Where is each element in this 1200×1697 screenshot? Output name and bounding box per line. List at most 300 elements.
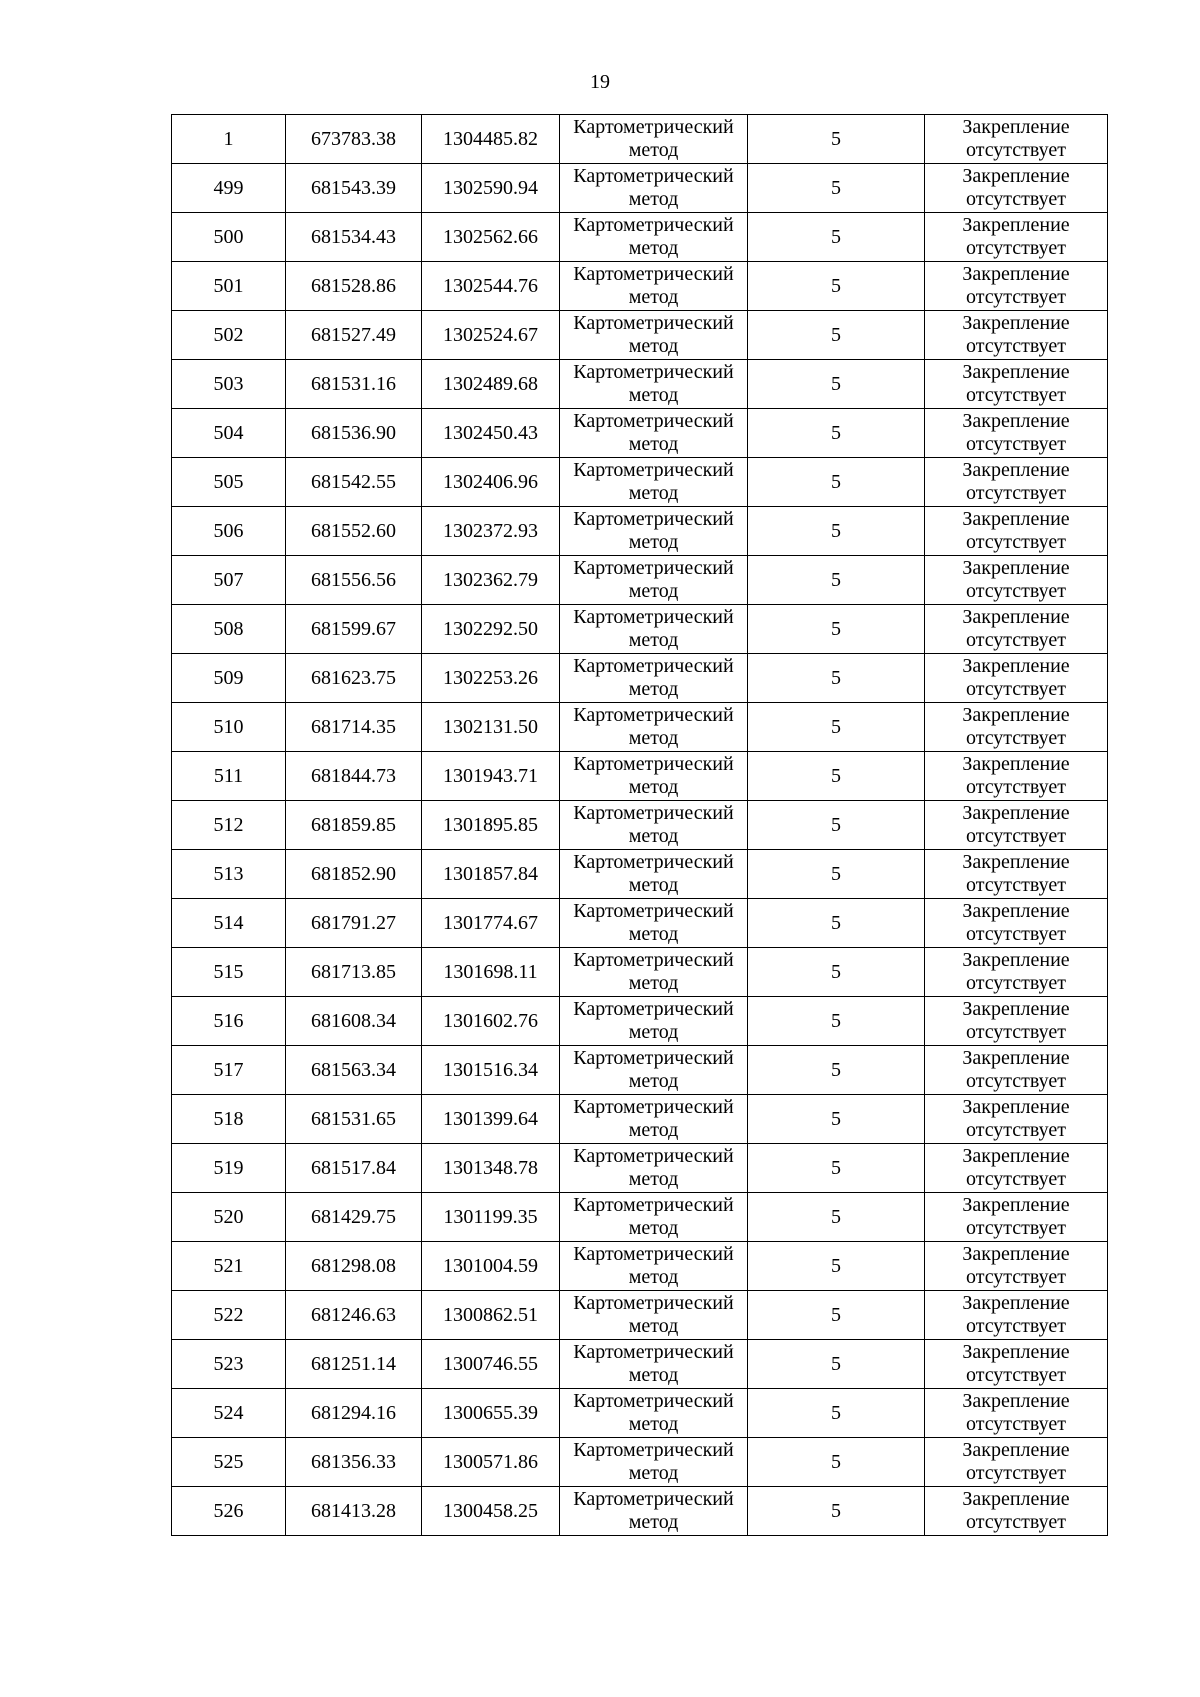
table-row bbox=[172, 997, 1108, 1046]
y-coordinate-cell: 1301602.76 bbox=[422, 997, 560, 1046]
fixation-text: Закрепление bbox=[962, 1341, 1070, 1363]
fixation-cell bbox=[925, 556, 1108, 605]
y-coordinate-cell: 1301004.59 bbox=[422, 1242, 560, 1291]
method-cell bbox=[560, 948, 748, 997]
accuracy-cell: 5 bbox=[748, 409, 925, 458]
y-coordinate-cell: 1301774.67 bbox=[422, 899, 560, 948]
method-text: Картометрический bbox=[573, 1439, 734, 1461]
fixation-text: отсутствует bbox=[965, 1168, 1067, 1190]
y-coordinate-cell: 1302450.43 bbox=[422, 409, 560, 458]
method-text: Картометрический bbox=[573, 606, 734, 628]
x-coordinate-cell: 681852.90 bbox=[286, 850, 422, 899]
table-row bbox=[172, 703, 1108, 752]
fixation-cell bbox=[925, 1242, 1108, 1291]
accuracy-cell: 5 bbox=[748, 213, 925, 262]
method-text: метод bbox=[628, 1413, 679, 1435]
method-cell bbox=[560, 115, 748, 164]
accuracy-cell: 5 bbox=[748, 311, 925, 360]
table-row bbox=[172, 262, 1108, 311]
point-number-cell: 503 bbox=[172, 360, 286, 409]
method-text: Картометрический bbox=[573, 214, 734, 236]
fixation-text: Закрепление bbox=[962, 214, 1070, 236]
method-text: метод bbox=[628, 384, 679, 406]
x-coordinate-cell: 681413.28 bbox=[286, 1487, 422, 1536]
y-coordinate-cell: 1302590.94 bbox=[422, 164, 560, 213]
fixation-text: Закрепление bbox=[962, 1243, 1070, 1265]
accuracy-cell: 5 bbox=[748, 458, 925, 507]
fixation-cell bbox=[925, 115, 1108, 164]
fixation-text: Закрепление bbox=[962, 851, 1070, 873]
method-text: Картометрический bbox=[573, 851, 734, 873]
fixation-text: отсутствует bbox=[965, 776, 1067, 798]
point-number-cell: 512 bbox=[172, 801, 286, 850]
y-coordinate-cell: 1302489.68 bbox=[422, 360, 560, 409]
accuracy-cell: 5 bbox=[748, 507, 925, 556]
accuracy-cell: 5 bbox=[748, 1438, 925, 1487]
point-number-cell: 501 bbox=[172, 262, 286, 311]
fixation-text: отсутствует bbox=[965, 1070, 1067, 1092]
method-cell bbox=[560, 164, 748, 213]
method-text: метод bbox=[628, 1364, 679, 1386]
x-coordinate-cell: 681713.85 bbox=[286, 948, 422, 997]
fixation-text: Закрепление bbox=[962, 165, 1070, 187]
table-row bbox=[172, 311, 1108, 360]
fixation-text: отсутствует bbox=[965, 923, 1067, 945]
table-row bbox=[172, 1487, 1108, 1536]
fixation-text: отсутствует bbox=[965, 531, 1067, 553]
table-row bbox=[172, 948, 1108, 997]
y-coordinate-cell: 1301199.35 bbox=[422, 1193, 560, 1242]
fixation-text: Закрепление bbox=[962, 263, 1070, 285]
method-text: Картометрический bbox=[573, 116, 734, 138]
table-row bbox=[172, 507, 1108, 556]
accuracy-cell: 5 bbox=[748, 1487, 925, 1536]
y-coordinate-cell: 1302544.76 bbox=[422, 262, 560, 311]
accuracy-cell: 5 bbox=[748, 752, 925, 801]
point-number-cell: 509 bbox=[172, 654, 286, 703]
method-text: Картометрический bbox=[573, 1194, 734, 1216]
x-coordinate-cell: 681298.08 bbox=[286, 1242, 422, 1291]
coordinates-table-body bbox=[172, 115, 1108, 1536]
point-number-cell: 510 bbox=[172, 703, 286, 752]
x-coordinate-cell: 681528.86 bbox=[286, 262, 422, 311]
method-text: Картометрический bbox=[573, 802, 734, 824]
fixation-text: отсутствует bbox=[965, 1217, 1067, 1239]
point-number-cell: 502 bbox=[172, 311, 286, 360]
fixation-text: отсутствует bbox=[965, 1119, 1067, 1141]
method-text: Картометрический bbox=[573, 410, 734, 432]
fixation-text: Закрепление bbox=[962, 802, 1070, 824]
method-cell bbox=[560, 850, 748, 899]
accuracy-cell: 5 bbox=[748, 1242, 925, 1291]
method-cell bbox=[560, 703, 748, 752]
method-text: Картометрический bbox=[573, 508, 734, 530]
fixation-text: отсутствует bbox=[965, 727, 1067, 749]
y-coordinate-cell: 1300458.25 bbox=[422, 1487, 560, 1536]
x-coordinate-cell: 681599.67 bbox=[286, 605, 422, 654]
fixation-text: отсутствует bbox=[965, 1315, 1067, 1337]
fixation-text: Закрепление bbox=[962, 116, 1070, 138]
x-coordinate-cell: 681356.33 bbox=[286, 1438, 422, 1487]
accuracy-cell: 5 bbox=[748, 360, 925, 409]
accuracy-cell: 5 bbox=[748, 899, 925, 948]
y-coordinate-cell: 1302131.50 bbox=[422, 703, 560, 752]
method-cell bbox=[560, 605, 748, 654]
x-coordinate-cell: 681534.43 bbox=[286, 213, 422, 262]
y-coordinate-cell: 1301698.11 bbox=[422, 948, 560, 997]
y-coordinate-cell: 1301943.71 bbox=[422, 752, 560, 801]
method-text: Картометрический bbox=[573, 753, 734, 775]
method-text: Картометрический bbox=[573, 1341, 734, 1363]
method-text: Картометрический bbox=[573, 165, 734, 187]
method-text: Картометрический bbox=[573, 263, 734, 285]
table-row bbox=[172, 409, 1108, 458]
method-text: Картометрический bbox=[573, 655, 734, 677]
fixation-text: отсутствует bbox=[965, 1511, 1067, 1533]
x-coordinate-cell: 681251.14 bbox=[286, 1340, 422, 1389]
accuracy-cell: 5 bbox=[748, 1340, 925, 1389]
fixation-cell bbox=[925, 1193, 1108, 1242]
fixation-cell bbox=[925, 1487, 1108, 1536]
x-coordinate-cell: 681859.85 bbox=[286, 801, 422, 850]
fixation-cell bbox=[925, 703, 1108, 752]
y-coordinate-cell: 1301857.84 bbox=[422, 850, 560, 899]
x-coordinate-cell: 681623.75 bbox=[286, 654, 422, 703]
method-text: метод bbox=[628, 1021, 679, 1043]
accuracy-cell: 5 bbox=[748, 556, 925, 605]
table-row bbox=[172, 115, 1108, 164]
y-coordinate-cell: 1301348.78 bbox=[422, 1144, 560, 1193]
x-coordinate-cell: 681552.60 bbox=[286, 507, 422, 556]
method-text: метод bbox=[628, 237, 679, 259]
method-text: метод bbox=[628, 923, 679, 945]
fixation-text: отсутствует bbox=[965, 335, 1067, 357]
table-row bbox=[172, 360, 1108, 409]
point-number-cell: 525 bbox=[172, 1438, 286, 1487]
fixation-cell bbox=[925, 801, 1108, 850]
point-number-cell: 1 bbox=[172, 115, 286, 164]
method-text: метод bbox=[628, 1217, 679, 1239]
fixation-text: отсутствует bbox=[965, 1021, 1067, 1043]
fixation-cell bbox=[925, 1144, 1108, 1193]
fixation-cell bbox=[925, 458, 1108, 507]
y-coordinate-cell: 1300655.39 bbox=[422, 1389, 560, 1438]
method-text: метод bbox=[628, 678, 679, 700]
fixation-text: Закрепление bbox=[962, 606, 1070, 628]
method-cell bbox=[560, 360, 748, 409]
table-row bbox=[172, 752, 1108, 801]
method-cell bbox=[560, 801, 748, 850]
method-cell bbox=[560, 1242, 748, 1291]
accuracy-cell: 5 bbox=[748, 850, 925, 899]
fixation-text: Закрепление bbox=[962, 998, 1070, 1020]
fixation-text: отсутствует bbox=[965, 1266, 1067, 1288]
fixation-text: отсутствует bbox=[965, 433, 1067, 455]
fixation-text: Закрепление bbox=[962, 1292, 1070, 1314]
x-coordinate-cell: 681246.63 bbox=[286, 1291, 422, 1340]
method-text: метод bbox=[628, 188, 679, 210]
fixation-text: отсутствует bbox=[965, 139, 1067, 161]
fixation-text: Закрепление bbox=[962, 1047, 1070, 1069]
fixation-text: Закрепление bbox=[962, 1488, 1070, 1510]
method-text: метод bbox=[628, 874, 679, 896]
method-text: Картометрический bbox=[573, 1243, 734, 1265]
point-number-cell: 518 bbox=[172, 1095, 286, 1144]
method-text: метод bbox=[628, 1462, 679, 1484]
fixation-text: отсутствует bbox=[965, 825, 1067, 847]
x-coordinate-cell: 681791.27 bbox=[286, 899, 422, 948]
y-coordinate-cell: 1302253.26 bbox=[422, 654, 560, 703]
fixation-text: Закрепление bbox=[962, 1145, 1070, 1167]
method-cell bbox=[560, 311, 748, 360]
method-cell bbox=[560, 556, 748, 605]
method-cell bbox=[560, 507, 748, 556]
method-text: метод bbox=[628, 825, 679, 847]
y-coordinate-cell: 1300746.55 bbox=[422, 1340, 560, 1389]
fixation-text: Закрепление bbox=[962, 1096, 1070, 1118]
method-cell bbox=[560, 1438, 748, 1487]
method-text: метод bbox=[628, 1266, 679, 1288]
point-number-cell: 521 bbox=[172, 1242, 286, 1291]
accuracy-cell: 5 bbox=[748, 1193, 925, 1242]
table-row bbox=[172, 899, 1108, 948]
x-coordinate-cell: 681563.34 bbox=[286, 1046, 422, 1095]
fixation-cell bbox=[925, 409, 1108, 458]
fixation-cell bbox=[925, 850, 1108, 899]
method-text: Картометрический bbox=[573, 998, 734, 1020]
fixation-cell bbox=[925, 899, 1108, 948]
fixation-cell bbox=[925, 311, 1108, 360]
y-coordinate-cell: 1301399.64 bbox=[422, 1095, 560, 1144]
fixation-text: отсутствует bbox=[965, 629, 1067, 651]
accuracy-cell: 5 bbox=[748, 115, 925, 164]
coordinates-table bbox=[171, 114, 1108, 1536]
method-text: Картометрический bbox=[573, 459, 734, 481]
accuracy-cell: 5 bbox=[748, 997, 925, 1046]
method-cell bbox=[560, 213, 748, 262]
table-row bbox=[172, 850, 1108, 899]
fixation-text: Закрепление bbox=[962, 361, 1070, 383]
x-coordinate-cell: 673783.38 bbox=[286, 115, 422, 164]
y-coordinate-cell: 1302292.50 bbox=[422, 605, 560, 654]
point-number-cell: 504 bbox=[172, 409, 286, 458]
accuracy-cell: 5 bbox=[748, 654, 925, 703]
fixation-text: Закрепление bbox=[962, 704, 1070, 726]
fixation-text: Закрепление bbox=[962, 459, 1070, 481]
point-number-cell: 526 bbox=[172, 1487, 286, 1536]
y-coordinate-cell: 1302524.67 bbox=[422, 311, 560, 360]
accuracy-cell: 5 bbox=[748, 605, 925, 654]
x-coordinate-cell: 681542.55 bbox=[286, 458, 422, 507]
fixation-cell bbox=[925, 1389, 1108, 1438]
method-cell bbox=[560, 1340, 748, 1389]
y-coordinate-cell: 1300862.51 bbox=[422, 1291, 560, 1340]
fixation-text: отсутствует bbox=[965, 286, 1067, 308]
point-number-cell: 516 bbox=[172, 997, 286, 1046]
method-text: метод bbox=[628, 335, 679, 357]
fixation-cell bbox=[925, 948, 1108, 997]
table-row bbox=[172, 1046, 1108, 1095]
fixation-text: Закрепление bbox=[962, 655, 1070, 677]
fixation-text: отсутствует bbox=[965, 678, 1067, 700]
table-row bbox=[172, 1340, 1108, 1389]
accuracy-cell: 5 bbox=[748, 164, 925, 213]
point-number-cell: 523 bbox=[172, 1340, 286, 1389]
x-coordinate-cell: 681531.65 bbox=[286, 1095, 422, 1144]
x-coordinate-cell: 681714.35 bbox=[286, 703, 422, 752]
point-number-cell: 511 bbox=[172, 752, 286, 801]
y-coordinate-cell: 1301895.85 bbox=[422, 801, 560, 850]
fixation-text: отсутствует bbox=[965, 188, 1067, 210]
x-coordinate-cell: 681531.16 bbox=[286, 360, 422, 409]
method-text: Картометрический bbox=[573, 949, 734, 971]
fixation-text: Закрепление bbox=[962, 949, 1070, 971]
fixation-cell bbox=[925, 1095, 1108, 1144]
method-text: метод bbox=[628, 482, 679, 504]
method-text: Картометрический bbox=[573, 1488, 734, 1510]
method-text: Картометрический bbox=[573, 1096, 734, 1118]
method-cell bbox=[560, 1144, 748, 1193]
fixation-cell bbox=[925, 752, 1108, 801]
method-text: метод bbox=[628, 531, 679, 553]
table-row bbox=[172, 1095, 1108, 1144]
accuracy-cell: 5 bbox=[748, 703, 925, 752]
fixation-text: отсутствует bbox=[965, 1413, 1067, 1435]
point-number-cell: 517 bbox=[172, 1046, 286, 1095]
method-cell bbox=[560, 1389, 748, 1438]
method-cell bbox=[560, 1095, 748, 1144]
fixation-cell bbox=[925, 164, 1108, 213]
method-text: метод bbox=[628, 1070, 679, 1092]
table-row bbox=[172, 213, 1108, 262]
accuracy-cell: 5 bbox=[748, 1095, 925, 1144]
table-row bbox=[172, 1242, 1108, 1291]
x-coordinate-cell: 681556.56 bbox=[286, 556, 422, 605]
method-text: метод bbox=[628, 1511, 679, 1533]
accuracy-cell: 5 bbox=[748, 948, 925, 997]
point-number-cell: 519 bbox=[172, 1144, 286, 1193]
x-coordinate-cell: 681527.49 bbox=[286, 311, 422, 360]
table-row bbox=[172, 458, 1108, 507]
accuracy-cell: 5 bbox=[748, 1389, 925, 1438]
y-coordinate-cell: 1304485.82 bbox=[422, 115, 560, 164]
method-text: метод bbox=[628, 139, 679, 161]
fixation-cell bbox=[925, 213, 1108, 262]
method-cell bbox=[560, 654, 748, 703]
method-text: метод bbox=[628, 972, 679, 994]
method-text: Картометрический bbox=[573, 361, 734, 383]
table-row bbox=[172, 654, 1108, 703]
table-row bbox=[172, 1144, 1108, 1193]
y-coordinate-cell: 1302406.96 bbox=[422, 458, 560, 507]
fixation-text: отсутствует bbox=[965, 384, 1067, 406]
fixation-text: отсутствует bbox=[965, 1462, 1067, 1484]
accuracy-cell: 5 bbox=[748, 1046, 925, 1095]
x-coordinate-cell: 681429.75 bbox=[286, 1193, 422, 1242]
method-cell bbox=[560, 752, 748, 801]
fixation-text: отсутствует bbox=[965, 1364, 1067, 1386]
x-coordinate-cell: 681517.84 bbox=[286, 1144, 422, 1193]
method-cell bbox=[560, 997, 748, 1046]
fixation-text: Закрепление bbox=[962, 900, 1070, 922]
method-cell bbox=[560, 1291, 748, 1340]
fixation-cell bbox=[925, 1438, 1108, 1487]
method-cell bbox=[560, 1193, 748, 1242]
fixation-cell bbox=[925, 360, 1108, 409]
method-cell bbox=[560, 1046, 748, 1095]
accuracy-cell: 5 bbox=[748, 1144, 925, 1193]
point-number-cell: 522 bbox=[172, 1291, 286, 1340]
point-number-cell: 507 bbox=[172, 556, 286, 605]
fixation-text: Закрепление bbox=[962, 1194, 1070, 1216]
fixation-text: Закрепление bbox=[962, 410, 1070, 432]
point-number-cell: 500 bbox=[172, 213, 286, 262]
fixation-text: отсутствует bbox=[965, 874, 1067, 896]
method-text: Картометрический bbox=[573, 900, 734, 922]
method-text: Картометрический bbox=[573, 1145, 734, 1167]
method-text: метод bbox=[628, 433, 679, 455]
table-row bbox=[172, 556, 1108, 605]
method-text: Картометрический bbox=[573, 312, 734, 334]
method-text: Картометрический bbox=[573, 1390, 734, 1412]
method-text: Картометрический bbox=[573, 704, 734, 726]
method-cell bbox=[560, 1487, 748, 1536]
fixation-cell bbox=[925, 1046, 1108, 1095]
fixation-cell bbox=[925, 507, 1108, 556]
point-number-cell: 515 bbox=[172, 948, 286, 997]
point-number-cell: 508 bbox=[172, 605, 286, 654]
y-coordinate-cell: 1300571.86 bbox=[422, 1438, 560, 1487]
fixation-text: Закрепление bbox=[962, 1439, 1070, 1461]
table-row bbox=[172, 801, 1108, 850]
method-text: метод bbox=[628, 776, 679, 798]
y-coordinate-cell: 1301516.34 bbox=[422, 1046, 560, 1095]
x-coordinate-cell: 681608.34 bbox=[286, 997, 422, 1046]
fixation-text: отсутствует bbox=[965, 580, 1067, 602]
point-number-cell: 499 bbox=[172, 164, 286, 213]
point-number-cell: 506 bbox=[172, 507, 286, 556]
point-number-cell: 513 bbox=[172, 850, 286, 899]
fixation-text: Закрепление bbox=[962, 508, 1070, 530]
method-text: метод bbox=[628, 1315, 679, 1337]
method-text: метод bbox=[628, 629, 679, 651]
page-number: 19 bbox=[590, 71, 610, 93]
accuracy-cell: 5 bbox=[748, 801, 925, 850]
fixation-cell bbox=[925, 1291, 1108, 1340]
x-coordinate-cell: 681536.90 bbox=[286, 409, 422, 458]
method-cell bbox=[560, 899, 748, 948]
fixation-text: отсутствует bbox=[965, 237, 1067, 259]
x-coordinate-cell: 681543.39 bbox=[286, 164, 422, 213]
table-row bbox=[172, 1193, 1108, 1242]
method-text: метод bbox=[628, 286, 679, 308]
fixation-cell bbox=[925, 605, 1108, 654]
method-text: Картометрический bbox=[573, 557, 734, 579]
method-cell bbox=[560, 458, 748, 507]
accuracy-cell: 5 bbox=[748, 1291, 925, 1340]
fixation-text: Закрепление bbox=[962, 557, 1070, 579]
fixation-cell bbox=[925, 1340, 1108, 1389]
x-coordinate-cell: 681844.73 bbox=[286, 752, 422, 801]
fixation-text: отсутствует bbox=[965, 482, 1067, 504]
method-text: метод bbox=[628, 1168, 679, 1190]
table-row bbox=[172, 1389, 1108, 1438]
accuracy-cell: 5 bbox=[748, 262, 925, 311]
y-coordinate-cell: 1302562.66 bbox=[422, 213, 560, 262]
fixation-text: Закрепление bbox=[962, 1390, 1070, 1412]
table-row bbox=[172, 1291, 1108, 1340]
fixation-cell bbox=[925, 262, 1108, 311]
